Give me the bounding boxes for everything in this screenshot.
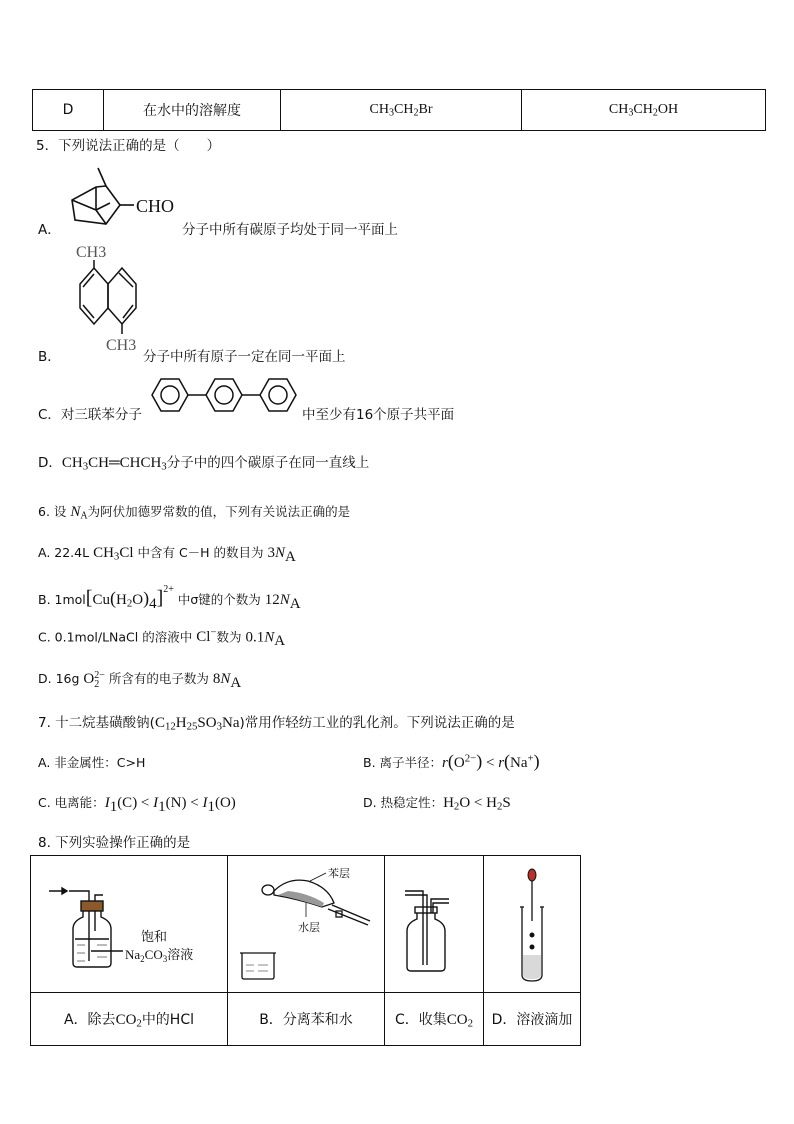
q8-experiment-table xyxy=(30,855,581,1046)
q6-stem-suffix: 为阿伏加德罗常数的值，下列有关说法正确的是 xyxy=(87,504,351,519)
apparatus-a-cell xyxy=(31,856,228,993)
q7-option-d-label: D. 热稳定性： xyxy=(363,795,444,810)
q5-option-a-text: 分子中所有碳原子均处于同一平面上 xyxy=(182,222,398,238)
compound-1-cell: $CH_3CH_2Br$ xyxy=(281,90,522,131)
benzene-layer-label: 苯层 xyxy=(328,867,350,880)
top-methyl-label: CH3 xyxy=(76,244,107,261)
caption-b: B．分离苯和水 xyxy=(228,993,385,1046)
q7-stem: 7. 十二烷基磺酸钠$(C_{12}H_{25}SO_3Na)$常用作轻纺工业的乳化剂。下列说法正确的是 xyxy=(38,715,515,733)
q6-option-a: A. 22.4L $CH_3Cl$ 中含有 C－H 的数目为 $3N_A$ xyxy=(38,545,296,565)
q6-option-d: D. 16g O 2− 2 所含有的电子数为 $8N_A$ xyxy=(38,670,242,691)
caption-c: C．收集$CO_2$ xyxy=(385,993,484,1046)
q6-stem-prefix: 6. 设 xyxy=(38,504,67,519)
compound-2-cell: $CH_3CH_2OH$ xyxy=(522,90,766,131)
q7-option-c: C. 电离能：$I_1(C) < I_1(N) < I_1(O)$ xyxy=(38,795,236,815)
q7-option-b: B. 离子半径：$r(O^{2-}) < r(Na^+)$ xyxy=(363,751,540,771)
caption-a: A．除去$CO_2$中的HCl xyxy=(31,993,228,1046)
q7-stem-suffix: )常用作轻纺工业的乳化剂。下列说法正确的是 xyxy=(239,715,515,731)
q5-option-c-after: 中至少有16个原子共平面 xyxy=(302,407,455,423)
separatory-funnel-diagram xyxy=(228,857,384,991)
previous-question-table xyxy=(32,89,766,131)
gas-washing-bottle-diagram xyxy=(31,857,227,991)
q5-option-d-text: 分子中的四个碳原子在同一直线上 xyxy=(166,455,370,471)
q5-option-d-formula: $CH_3CH═CHCH_3$ xyxy=(61,455,167,473)
q7-option-b-label: B. 离子半径： xyxy=(363,755,443,770)
water-layer-label: 水层 xyxy=(298,921,320,934)
caption-d: D．溶液滴加 xyxy=(484,993,581,1046)
property-cell: 在水中的溶解度 xyxy=(104,90,281,131)
q8-stem: 8. 下列实验操作正确的是 xyxy=(38,835,191,851)
q7-option-a: A. 非金属性：C>H xyxy=(38,755,146,770)
q7-stem-prefix: 7. 十二烷基磺酸钠( xyxy=(38,715,155,731)
dimethylnaphthalene-structure xyxy=(58,240,148,358)
q5-option-d-label: D． xyxy=(38,455,62,471)
q6-stem: 6. 设 $N_A$为阿伏加德罗常数的值，下列有关说法正确的是 xyxy=(38,504,351,522)
q5-option-b-text: 分子中所有原子一定在同一平面上 xyxy=(143,349,346,365)
sodium-carbonate-label: $Na_2CO_3$溶液 xyxy=(125,947,194,964)
q5-stem: 5．下列说法正确的是（ ） xyxy=(36,138,221,154)
q7-option-c-label: C. 电离能： xyxy=(38,795,105,810)
row-label: D xyxy=(33,90,104,131)
bicyclic-aldehyde-structure xyxy=(58,160,180,230)
bottom-methyl-label: CH3 xyxy=(106,337,137,354)
q5-option-c-before: C．对三联苯分子 xyxy=(38,407,142,423)
apparatus-b-cell xyxy=(228,856,385,993)
dropper-test-tube-diagram xyxy=(484,857,580,991)
terphenyl-structure xyxy=(148,372,304,418)
q5-option-a-label: A． xyxy=(38,222,61,238)
q6-option-b: B. $1mol[Cu(H_2O)_4]^{2+}$ 中σ键的个数为 $12N_A$ xyxy=(38,584,301,612)
q6-option-c: C. 0.1mol/LNaCl 的溶液中 Cl−数为 $0.1N_A$ xyxy=(38,627,286,650)
cho-group-label: CHO xyxy=(136,196,175,216)
gas-collection-bottle-diagram xyxy=(385,857,483,991)
apparatus-d-cell xyxy=(484,856,581,993)
q5-option-d xyxy=(38,451,369,473)
saturated-label: 饱和 xyxy=(141,930,168,945)
q7-option-d: D. 热稳定性：$H_2O < H_2S$ xyxy=(363,795,511,813)
table-row xyxy=(33,90,766,131)
apparatus-c-cell xyxy=(385,856,484,993)
q5-option-b-label: B． xyxy=(38,349,61,365)
